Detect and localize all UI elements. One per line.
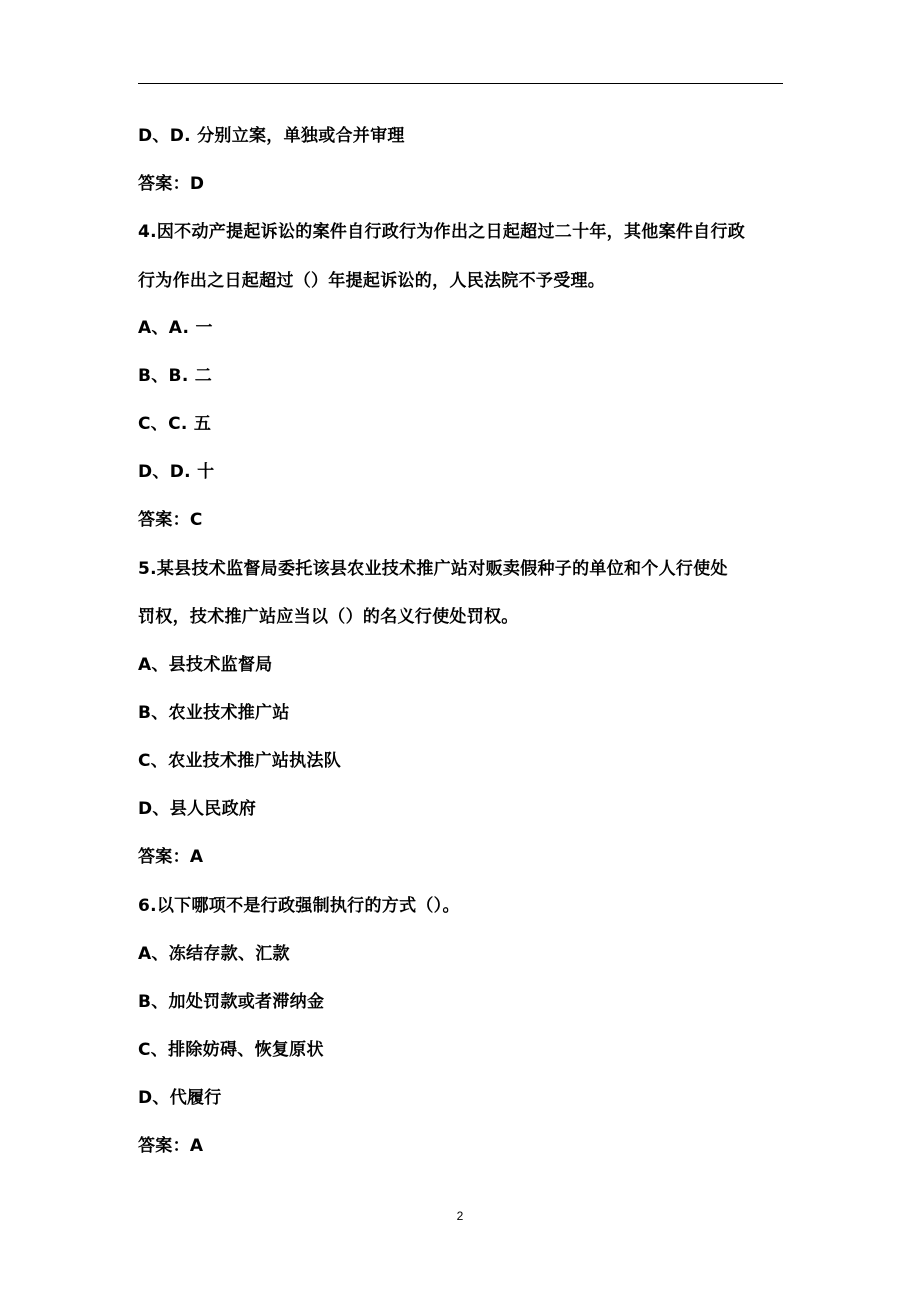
option-line: D、D. 十 — [138, 462, 215, 482]
option-line: D、县人民政府 — [138, 799, 257, 819]
option-line: A、县技术监督局 — [138, 655, 273, 675]
option-line: A、冻结存款、汇款 — [138, 944, 290, 964]
answer-line: 答案：D — [138, 174, 205, 194]
page-number: 2 — [456, 1209, 464, 1223]
option-line: B、加处罚款或者滞纳金 — [138, 992, 325, 1012]
option-line: D、D. 分别立案，单独或合并审理 — [138, 126, 405, 146]
question-line: 4.因不动产提起诉讼的案件自行政行为作出之日起超过二十年，其他案件自行政 — [138, 222, 746, 242]
option-line: C、农业技术推广站执法队 — [138, 751, 342, 771]
question-line: 6.以下哪项不是行政强制执行的方式（）。 — [138, 896, 460, 916]
option-line: D、代履行 — [138, 1088, 222, 1108]
answer-line: 答案：A — [138, 847, 204, 867]
answer-line: 答案：A — [138, 1136, 204, 1156]
option-line: B、B. 二 — [138, 366, 213, 386]
question-line: 行为作出之日起超过（）年提起诉讼的，人民法院不予受理。 — [138, 271, 606, 291]
option-line: B、农业技术推广站 — [138, 703, 290, 723]
answer-line: 答案：C — [138, 510, 203, 530]
option-line: C、排除妨碍、恢复原状 — [138, 1040, 324, 1060]
header-rule — [138, 83, 783, 84]
option-line: C、C. 五 — [138, 414, 212, 434]
question-line: 罚权，技术推广站应当以（）的名义行使处罚权。 — [138, 607, 519, 627]
option-line: A、A. 一 — [138, 318, 213, 338]
question-line: 5.某县技术监督局委托该县农业技术推广站对贩卖假种子的单位和个人行使处 — [138, 559, 728, 579]
